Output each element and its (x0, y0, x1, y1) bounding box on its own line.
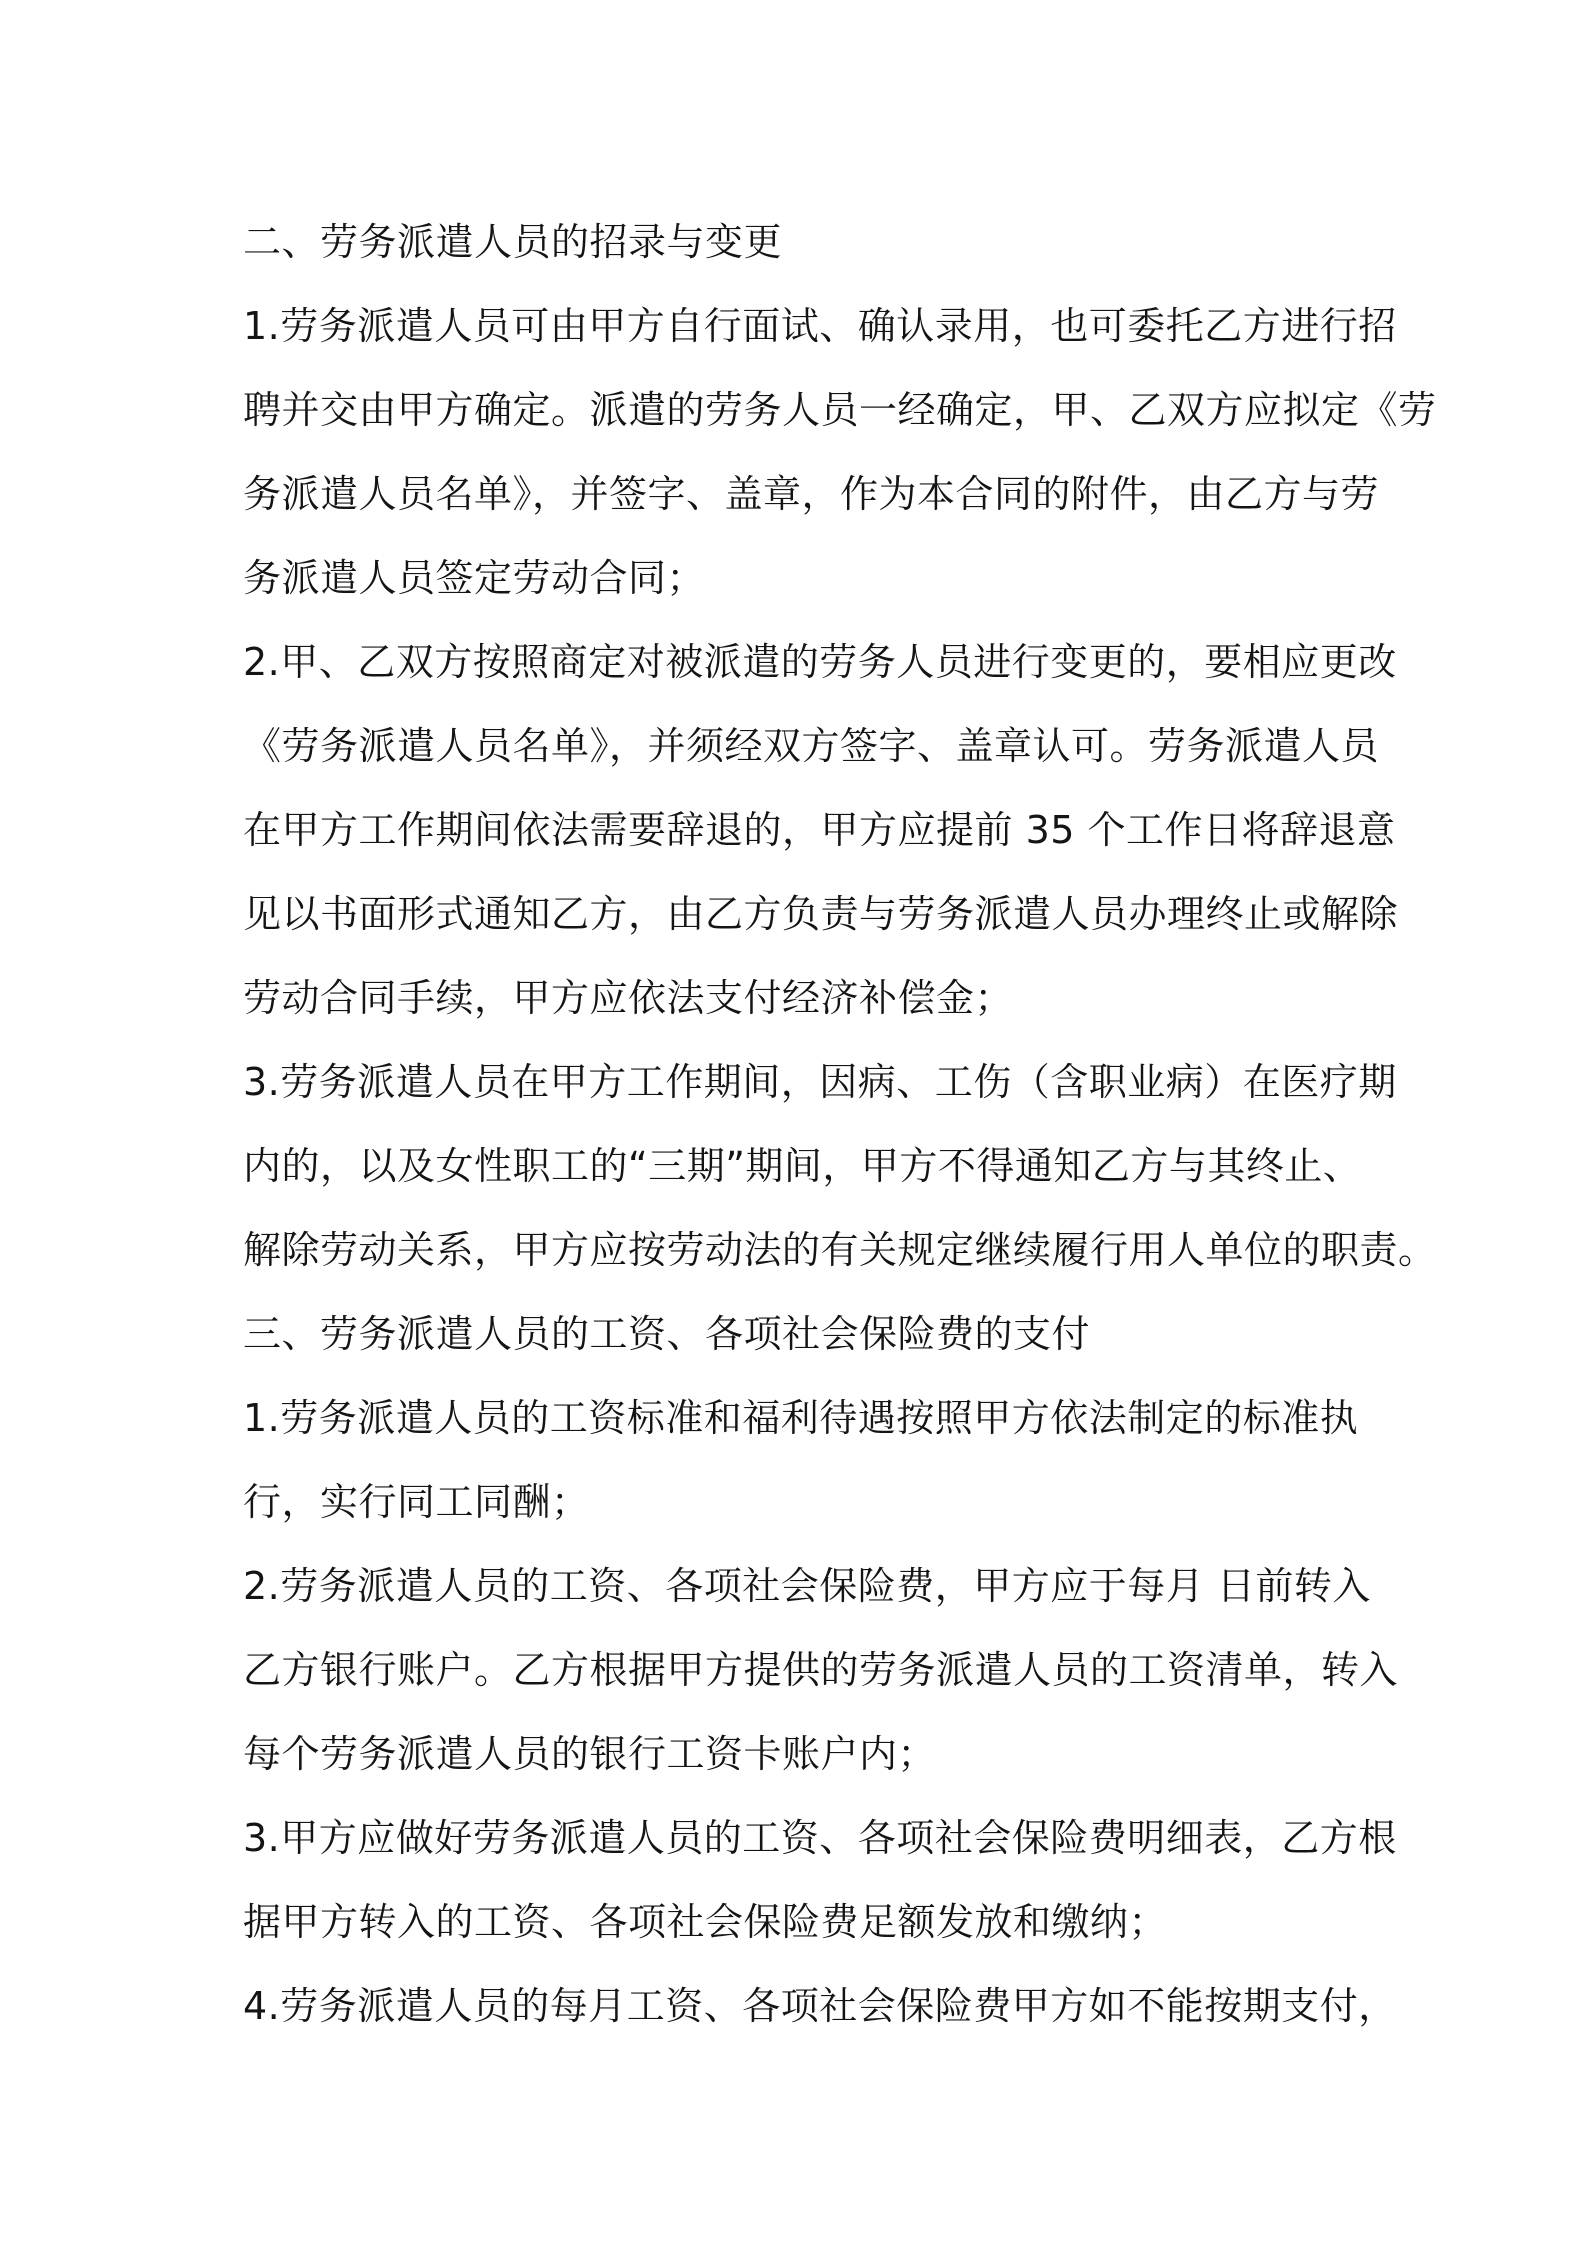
text-line: 劳动合同手续，甲方应依法支付经济补偿金； (243, 976, 1014, 1020)
text-line: 内的，以及女性职工的“三期”期间，甲方不得通知乙方与其终止、 (243, 1144, 1362, 1188)
text-line: 聘并交由甲方确定。派遣的劳务人员一经确定，甲、乙双方应拟定《劳 (243, 388, 1437, 432)
text-line: 务派遣人员签定劳动合同； (243, 556, 706, 600)
text-line: 每个劳务派遣人员的银行工资卡账户内； (243, 1732, 937, 1776)
text-line: 见以书面形式通知乙方，由乙方负责与劳务派遣人员办理终止或解除 (243, 892, 1399, 936)
text-line: 务派遣人员名单》，并签字、盖章，作为本合同的附件，由乙方与劳 (243, 472, 1380, 516)
text-line: 据甲方转入的工资、各项社会保险费足额发放和缴纳； (243, 1900, 1168, 1944)
text-line: 《劳务派遣人员名单》，并须经双方签字、盖章认可。劳务派遣人员 (243, 724, 1380, 768)
section-heading-3: 三、劳务派遣人员的工资、各项社会保险费的支付 (243, 1312, 1091, 1356)
document-body (243, 200, 1437, 2048)
text-line: 在甲方工作期间依法需要辞退的，甲方应提前 35 个工作日将辞退意 (243, 808, 1396, 852)
text-line: 3.劳务派遣人员在甲方工作期间，因病、工伤（含职业病）在医疗期 (243, 1060, 1397, 1104)
text-line: 2.甲、乙双方按照商定对被派遣的劳务人员进行变更的，要相应更改 (243, 640, 1397, 684)
text-line: 解除劳动关系，甲方应按劳动法的有关规定继续履行用人单位的职责。 (243, 1228, 1437, 1272)
text-line: 4.劳务派遣人员的每月工资、各项社会保险费甲方如不能按期支付， (243, 1984, 1397, 2028)
text-line: 行，实行同工同酬； (243, 1480, 590, 1524)
text-line: 2.劳务派遣人员的工资、各项社会保险费，甲方应于每月 日前转入 (243, 1564, 1371, 1608)
text-line: 3.甲方应做好劳务派遣人员的工资、各项社会保险费明细表，乙方根 (243, 1816, 1397, 1860)
text-line: 乙方银行账户。乙方根据甲方提供的劳务派遣人员的工资清单，转入 (243, 1648, 1399, 1692)
text-line: 1.劳务派遣人员的工资标准和福利待遇按照甲方依法制定的标准执 (243, 1396, 1359, 1440)
section-heading-2: 二、劳务派遣人员的招录与变更 (243, 220, 783, 264)
text-line: 1.劳务派遣人员可由甲方自行面试、确认录用，也可委托乙方进行招 (243, 304, 1397, 348)
